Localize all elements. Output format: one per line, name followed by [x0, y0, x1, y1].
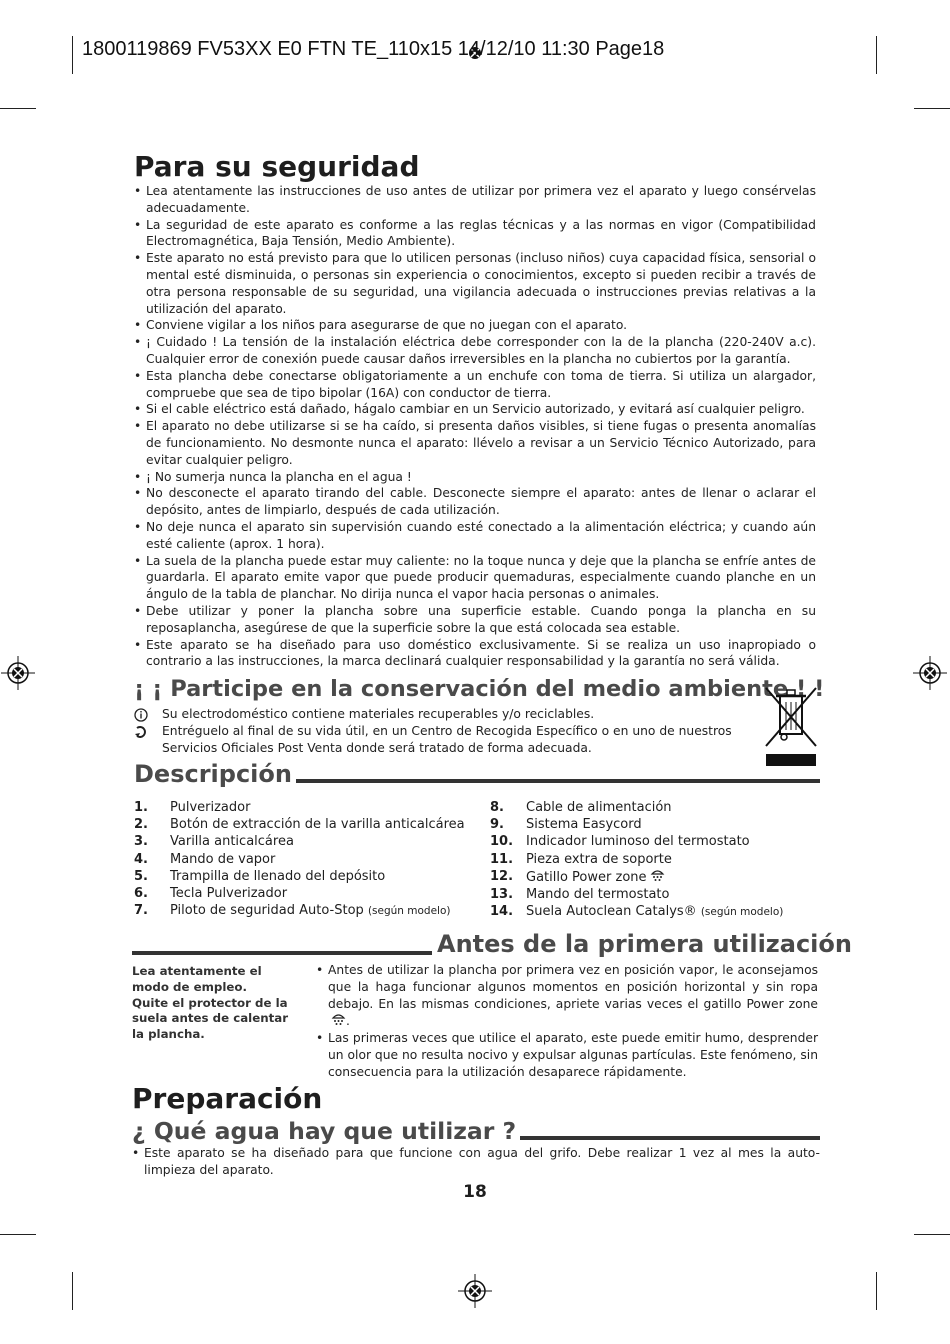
registration-mark-icon: [913, 656, 947, 690]
preparation-title: Preparación: [132, 1082, 323, 1115]
crop-mark: [914, 108, 950, 109]
page-number: 18: [463, 1182, 487, 1202]
first-use-title: Antes de la primera utilización: [437, 930, 852, 958]
item-label: [170, 851, 275, 868]
item-label-text: Gatillo Power zone: [526, 869, 647, 885]
item-number: 3.: [134, 834, 148, 850]
bullet-item: [134, 334, 816, 368]
crop-mark: [0, 108, 36, 109]
preparation-list: [132, 1145, 820, 1179]
bullet-item: [316, 1030, 818, 1080]
item-label: [170, 902, 451, 920]
environment-text: [162, 706, 762, 756]
water-heading: [132, 1117, 820, 1145]
description-item: [134, 799, 484, 816]
item-label: [526, 851, 672, 868]
item-number: 11.: [490, 851, 514, 867]
description-item: [490, 799, 820, 816]
bullet-item: [134, 183, 816, 217]
bullet-item: • Antes de utilizar la plancha por primera vez en posición vapor, le aconsejamos que la haga funcionar algunos momentos en posición horizontal y sin ropa debajo. En las mismas condiciones, apriete varias veces el gatillo Power zone.: [316, 962, 818, 1030]
item-label-text: Suela Autoclean Catalys®: [526, 904, 697, 920]
bullet-item: [134, 250, 816, 317]
item-note: (según modelo): [700, 906, 784, 919]
crop-mark: [72, 1272, 73, 1310]
item-label: [170, 816, 465, 833]
bullet-text: Conviene vigilar a los niños para asegurarse de que no juegan con el aparato.: [146, 318, 628, 333]
description-item: [490, 886, 820, 903]
bullet-text: No deje nunca el aparato sin supervisión cuando esté conectado a la alimentación eléctrica; y cuando aún esté caliente (aprox. 1 hora).: [146, 519, 816, 551]
crop-mark: [876, 1272, 877, 1310]
description-heading: [134, 760, 820, 788]
description-item: [134, 885, 484, 902]
description-item: [490, 833, 820, 850]
security-list: [134, 183, 816, 670]
bullet-text: Las primeras veces que utilice el aparato, este puede emitir humo, desprender un olor que no resulta nocivo y expulsar algunas partículas. Este fenómeno, sin consecuencia para la utilización desaparece rápidamente.: [328, 1031, 818, 1079]
item-label-text: Trampilla de llenado del depósito: [170, 868, 386, 884]
description-item: [490, 903, 820, 921]
heading-rule: [520, 1136, 820, 1140]
item-number: 14.: [490, 904, 514, 920]
item-number: 5.: [134, 868, 148, 884]
description-item: [134, 851, 484, 868]
description-item: [134, 833, 484, 850]
water-subtitle: ¿ Qué agua hay que utilizar ?: [132, 1117, 517, 1145]
description-list-right: [490, 799, 820, 921]
registration-mark-icon: [458, 1274, 492, 1308]
item-label-text: Pulverizador: [170, 800, 251, 815]
item-label: [526, 833, 750, 850]
bullet-item: [134, 368, 816, 402]
return-arrow-icon: [134, 724, 148, 738]
description-item: [134, 816, 484, 833]
item-label: [526, 816, 642, 833]
bullet-text: La suela de la plancha puede estar muy caliente: no la toque nunca y deje que la plancha se enfríe antes de guardarla. El aparato emite vapor que puede producir quemaduras, especialmente cuando planche en un ángulo de la tabla de planchar. No dirija nunca el vapor hacia personas o animales.: [146, 553, 816, 602]
bullet-text: Este aparato se ha diseñado para uso doméstico exclusivamente. Si se realiza un uso inapropiado o contrario a las instrucciones, la marca declinará cualquier responsabilidad y la garantía no será válida.: [146, 637, 816, 669]
crop-mark: [0, 1234, 36, 1235]
item-label: [526, 868, 665, 886]
description-item: [490, 851, 820, 868]
power-zone-steam-icon: [650, 868, 665, 883]
bullet-text: ¡ No sumerja nunca la plancha en el agua !: [146, 469, 412, 484]
item-label-text: Botón de extracción de la varilla anticalcárea: [170, 817, 465, 833]
first-use-side-note: [132, 964, 302, 1043]
bullet-text: Lea atentamente las instrucciones de uso antes de utilizar por primera vez el aparato y luego consérvelas adecuadamente.: [146, 184, 816, 215]
bullet-text: Este aparato se ha diseñado para que funcione con agua del grifo. Debe realizar 1 vez al mes la auto-limpieza del aparato.: [144, 1146, 820, 1177]
bullet-text: Si el cable eléctrico está dañado, hágalo cambiar en un Servicio autorizado, y evitará así cualquier peligro.: [146, 402, 805, 417]
item-label: [170, 868, 385, 885]
bullet-text: No desconecte el aparato tirando del cable. Desconecte siempre el aparato: antes de llenar o aclarar el depósito, antes de limpiarlo, después de cada utilización.: [146, 486, 816, 518]
bullet-text: Esta plancha debe conectarse obligatoriamente a un enchufe con toma de tierra. Si utiliza un alargador, compruebe que sea de tipo bipolar (16A) con conductor de tierra.: [146, 368, 816, 400]
weee-crossed-bin-icon: [762, 684, 820, 768]
description-item: [490, 816, 820, 833]
item-label-text: Tecla Pulverizador: [170, 886, 288, 902]
item-label-text: Indicador luminoso del termostato: [526, 834, 750, 850]
item-label-text: Mando del termostato: [526, 887, 670, 903]
bullet-item: [134, 485, 816, 519]
item-label: [170, 885, 287, 902]
environment-title: ¡ ¡ Participe en la conservación del medio ambiente ! !: [134, 676, 825, 702]
item-note: (según modelo): [367, 905, 451, 918]
description-list-left: [134, 799, 484, 920]
heading-rule: [296, 779, 820, 783]
bullet-item: [134, 401, 816, 418]
item-number: 7.: [134, 903, 148, 919]
item-number: 9.: [490, 817, 504, 833]
item-number: 8.: [490, 800, 504, 815]
item-label: [170, 833, 294, 850]
crop-mark: [914, 1234, 950, 1235]
crop-mark: [72, 36, 73, 74]
item-label-text: Piloto de seguridad Auto-Stop: [170, 903, 364, 919]
description-item: [490, 868, 820, 886]
bullet-item: [134, 217, 816, 251]
bullet-text: Antes de utilizar la plancha por primera vez en posición vapor, le aconsejamos que la haga funcionar algunos momentos en posición horizontal y sin ropa debajo. En las mismas condiciones, apriete varias veces el gatillo Power zone: [328, 963, 818, 1011]
description-item: [134, 902, 484, 920]
bullet-text: Este aparato no está previsto para que lo utilicen personas (incluso niños) cuya capacidad física, sensorial o mental esté disminuida, o personas sin experiencia o conocimientos, excepto si pueden recibir a través de otra persona responsable de su seguridad, una vigilancia adecuada o instrucciones previas relativas a la utilización del aparato.: [146, 251, 816, 316]
environment-line: Servicios Oficiales Post Venta donde será tratado de forma adecuada.: [162, 740, 592, 755]
item-number: 1.: [134, 800, 148, 815]
power-zone-steam-icon: [331, 1012, 346, 1027]
item-number: 12.: [490, 868, 514, 884]
description-title: Descripción: [134, 760, 292, 788]
item-number: 4.: [134, 851, 148, 867]
info-icon: [134, 707, 148, 721]
environment-line: Entréguelo al final de su vida útil, en un Centro de Recogida Específico o en uno de nuestros: [162, 723, 732, 738]
bullet-text: Debe utilizar y poner la plancha sobre una superficie estable. Cuando ponga la plancha en su reposaplancha, asegúrese de que la superficie sobre la que está colocada sea estable.: [146, 603, 816, 635]
registration-mark-icon: [1, 656, 35, 690]
item-label: [170, 799, 250, 816]
heading-rule: [132, 951, 432, 955]
item-label-text: Pieza extra de soporte: [526, 851, 672, 867]
item-label-text: Varilla anticalcárea: [170, 834, 294, 850]
first-use-list: [316, 962, 818, 1081]
environment-line: Su electrodoméstico contiene materiales recuperables y/o reciclables.: [162, 707, 595, 721]
item-label: [526, 903, 783, 921]
description-item: [134, 868, 484, 885]
item-label-text: Mando de vapor: [170, 851, 276, 867]
side-note-text: Lea atentamente el modo de empleo. Quite el protector de la suela antes de calentar la plancha.: [132, 964, 289, 1042]
item-number: 13.: [490, 887, 514, 903]
item-label-text: Cable de alimentación: [526, 800, 672, 815]
bullet-item: [134, 603, 816, 637]
bullet-item: [134, 553, 816, 603]
item-label: [526, 799, 672, 816]
bullet-item: [132, 1145, 820, 1179]
bullet-item: [134, 519, 816, 553]
bullet-item: [134, 317, 816, 334]
bullet-item: [134, 637, 816, 671]
item-number: 2.: [134, 817, 148, 833]
bullet-text: El aparato no debe utilizarse si se ha caído, si presenta daños visibles, si tiene fugas o presenta anomalías de funcionamiento. No desmonte nunca el aparato: llévelo a revisar a un Servicio Técnico Autorizado, para evitar cualquier peligro.: [146, 419, 816, 467]
print-header: 1800119869 FV53XX E0 FTN TE_110x15 14/12/10 11:30 Page18: [82, 38, 665, 60]
bullet-item: [134, 469, 816, 486]
bullet-text: La seguridad de este aparato es conforme a las reglas técnicas y a las normas en vigor (Compatibilidad Electromagnética, Baja Tensión, Medio Ambiente).: [146, 217, 816, 249]
item-number: 10.: [490, 834, 514, 850]
item-label-text: Sistema Easycord: [526, 817, 642, 833]
item-number: 6.: [134, 886, 148, 902]
item-label: [526, 886, 669, 903]
security-title: Para su seguridad: [134, 150, 420, 183]
crop-mark: [876, 36, 877, 74]
bullet-text: ¡ Cuidado ! La tensión de la instalación eléctrica debe corresponder con la de la plancha (220-240V a.c). Cualquier error de conexión puede causar daños irreversibles en la plancha no cubiertos por la garantía.: [146, 335, 816, 366]
bullet-item: [134, 418, 816, 468]
